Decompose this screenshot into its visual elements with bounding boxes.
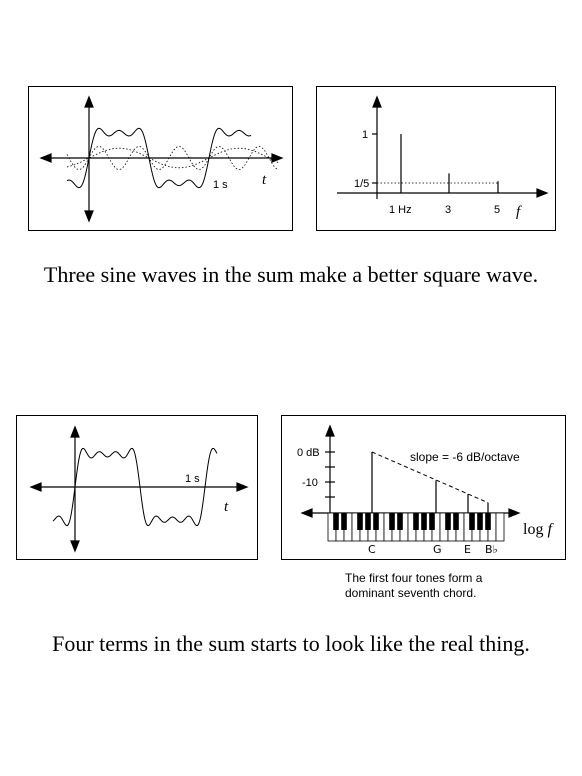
black-key: [469, 513, 475, 530]
fig1-time-axes: [41, 97, 282, 221]
black-key: [429, 513, 435, 530]
fig1-time-arrowhead-right: [272, 154, 282, 162]
fig1-time-arrowhead-down: [85, 211, 93, 221]
fig2-caption: Four terms in the sum starts to look like the real thing.: [52, 631, 530, 656]
fig2-chord-note: [345, 571, 482, 601]
black-key: [453, 513, 459, 530]
black-key: [421, 513, 427, 530]
fig1-t-axis-label: t: [262, 172, 267, 188]
fig2-time-arrowhead-up: [71, 427, 79, 437]
black-key: [333, 513, 339, 530]
fig1-spectrum-panel: [316, 86, 556, 231]
fig2-spectrum-panel: [281, 415, 566, 560]
fig2-note-label: E: [464, 543, 471, 556]
fig1-x-tick-label-1hz: 1 Hz: [389, 204, 412, 216]
fig1-spectral-lines: [377, 134, 498, 193]
fig1-y-tick-label-1: 1: [362, 129, 369, 141]
fig1-amplitude-arrowhead: [373, 97, 381, 107]
fig1-time-plot-panel: [28, 86, 293, 231]
fig2-log-f-label-var: f: [547, 521, 552, 538]
fig2-frequency-arrowhead-left: [302, 509, 312, 517]
fig1-time-plot: [29, 87, 294, 232]
black-key: [389, 513, 395, 530]
fig1-spectrum-plot: [317, 87, 557, 232]
fig2-y-tick-label-0db: 0 dB: [297, 447, 320, 459]
fig2-chord-note-line1: The first four tones form a: [345, 571, 483, 585]
fig1-time-arrowhead-left: [41, 154, 51, 162]
fig2-note-label: C: [368, 543, 376, 556]
fig1-x-tick-label-5: 5: [494, 204, 501, 216]
fig1-y-tick-label-one-fifth: 1/5: [354, 178, 370, 190]
fig2-note-label: B♭: [485, 543, 498, 556]
fig2-y-tick-label-minus10: -10: [302, 477, 318, 489]
fig2-log-f-label-text: log: [523, 521, 548, 538]
black-key: [357, 513, 363, 530]
fig2-period-label: 1 s: [185, 473, 200, 485]
black-key: [397, 513, 403, 530]
fig2-slope-label: slope = -6 dB/octave: [410, 450, 520, 464]
fig2-spectrum-plot: [282, 416, 567, 561]
fig2-time-plot-panel: [16, 415, 258, 560]
fig1-time-arrowhead-up: [85, 97, 93, 107]
black-key: [341, 513, 347, 530]
fig1-x-tick-label-3: 3: [445, 204, 452, 216]
fig2-piano-keyboard: [328, 513, 504, 541]
black-key: [365, 513, 371, 530]
black-key: [413, 513, 419, 530]
black-key: [477, 513, 483, 530]
fig2-t-axis-label: t: [224, 499, 229, 515]
white-key: [496, 513, 504, 541]
black-key: [373, 513, 379, 530]
fig1-caption: Three sine waves in the sum make a better square wave.: [43, 262, 539, 287]
fig2-chord-note-line2: dominant seventh chord.: [345, 586, 477, 600]
black-key: [445, 513, 451, 530]
fig2-time-plot: [17, 416, 259, 561]
fig2-note-label: G: [433, 543, 442, 556]
black-key: [485, 513, 491, 530]
fig2-note-labels: [368, 543, 498, 556]
fig2-time-arrowhead-right: [237, 483, 247, 491]
fig2-time-arrowhead-left: [31, 483, 41, 491]
fig2-time-arrowhead-down: [71, 541, 79, 551]
fig2-level-arrowhead: [326, 426, 334, 436]
fig1-period-label: 1 s: [213, 179, 228, 191]
fig2-log-f-label: [523, 521, 554, 538]
fig1-frequency-arrowhead: [537, 189, 547, 197]
fig2-frequency-arrowhead: [509, 509, 519, 517]
fig1-f-axis-label: f: [516, 204, 521, 220]
